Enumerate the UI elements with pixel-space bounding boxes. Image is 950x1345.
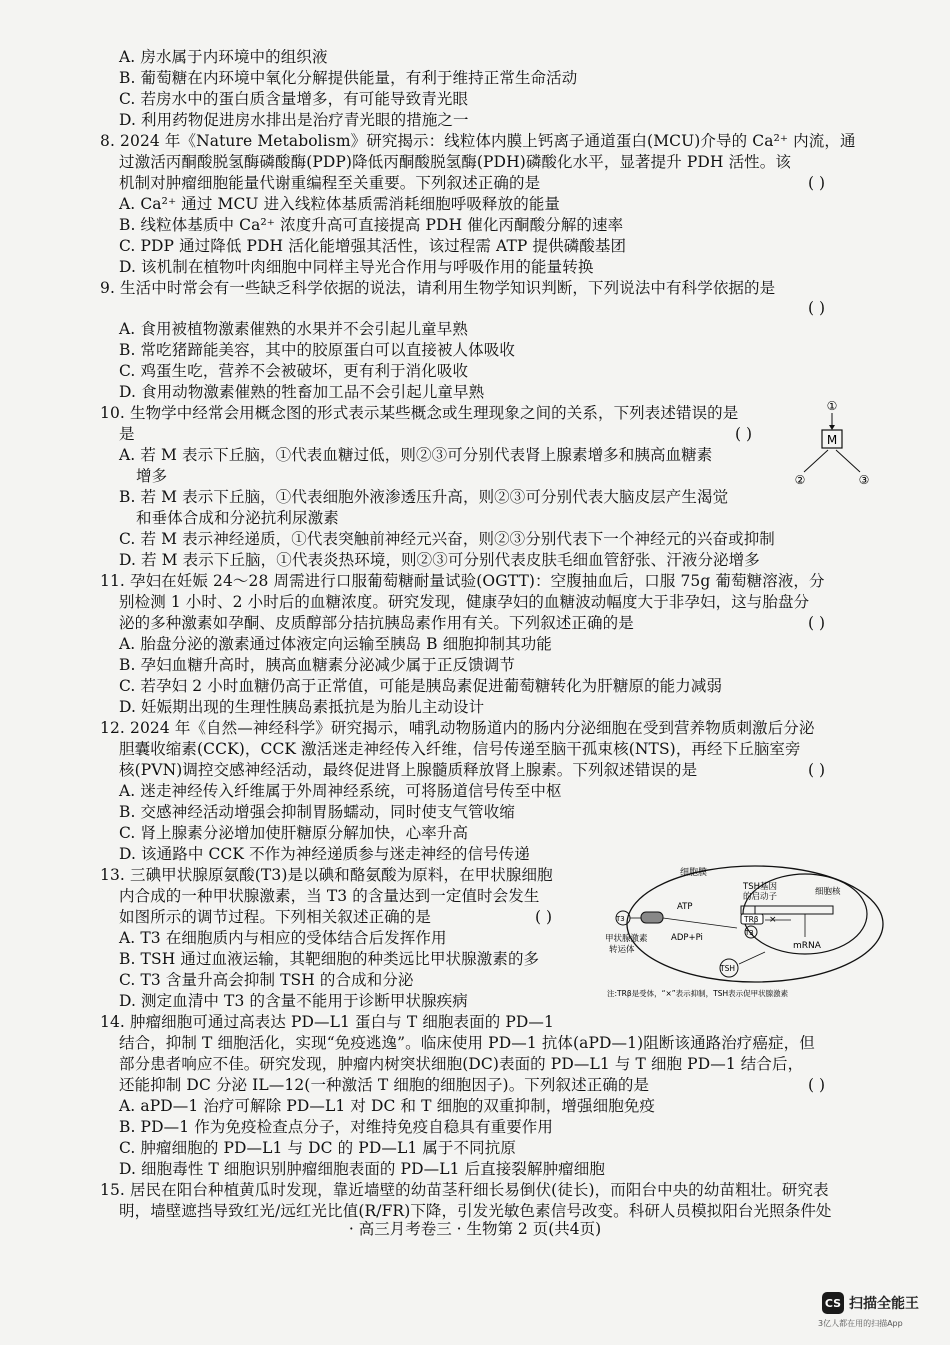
text-line: 15. 居民在阳台种植黄瓜时发现，靠近墙壁的幼苗茎秆细长易倒伏(徒长)，而阳台中央的幼苗粗壮。研究表: [100, 1181, 829, 1199]
text-line: B. 孕妇血糖升高时，胰高血糖素分泌减少属于正反馈调节: [119, 656, 515, 674]
answer-bracket: ( ): [808, 761, 826, 779]
text-line: 明，墙壁遮挡导致红光/远红光比值(R/FR)下降，引发光敏色素信号改变。科研人员模拟阳台光照条件处: [119, 1202, 832, 1220]
text-line: B. 交感神经活动增强会抑制胃肠蠕动，同时使支气管收缩: [119, 803, 515, 821]
text-line: D. 该通路中 CCK 不作为神经递质参与迷走神经的信号传递: [119, 845, 530, 863]
text-line: 14. 肿瘤细胞可通过高表达 PD—L1 蛋白与 T 细胞表面的 PD—1: [100, 1013, 554, 1031]
text-line: 内合成的一种甲状腺激素，当 T3 的含量达到一定值时会发生: [119, 887, 540, 905]
scanner-tagline: 3亿人都在用的扫描App: [818, 1319, 903, 1328]
text-line: D. 若 M 表示下丘脑，①代表炎热环境，则②③可分别代表皮肤毛细血管舒张、汗液分泌增多: [119, 551, 760, 569]
text-line: D. 妊娠期出现的生理性胰岛素抵抗是为胎儿主动设计: [119, 698, 485, 716]
label-trb: TRβ: [744, 915, 759, 924]
text-line: B. TSH 通过血液运输，其靶细胞的种类远比甲状腺激素的多: [119, 950, 540, 968]
label-mrna: mRNA: [793, 941, 821, 951]
text-line: 过激活丙酮酸脱氢酶磷酸酶(PDP)降低丙酮酸脱氢酶(PDH)磷酸化水平，显著提升 PDH 活性。该: [119, 153, 791, 171]
label-transporter-1: 甲状腺激素: [605, 934, 648, 944]
concept-node-1: ①: [826, 399, 838, 413]
text-line: B. PD—1 作为免疫检查点分子，对维持免疫自稳具有重要作用: [119, 1118, 553, 1136]
text-line: A. 食用被植物激素催熟的水果并不会引起儿童早熟: [119, 320, 468, 338]
concept-node-m: M: [826, 433, 838, 447]
text-line: 11. 孕妇在妊娠 24～28 周需进行口服葡萄糖耐量试验(OGTT)：空腹抽血后，口服 75g 葡萄糖溶液，分: [100, 572, 825, 590]
text-line: 结合，抑制 T 细胞活化，实现“免疫逃逸”。临床使用 PD—1 抗体(aPD—1)阻断该通路治疗癌症，但: [119, 1034, 815, 1052]
text-line: C. T3 含量升高会抑制 TSH 的合成和分泌: [119, 971, 414, 989]
text-line: D. 食用动物激素催熟的牲畜加工品不会引起儿童早熟: [119, 383, 485, 401]
label-membrane: 细胞膜: [680, 868, 708, 878]
label-t3-nucleus: T3: [745, 929, 754, 937]
text-line: B. 若 M 表示下丘脑，①代表细胞外液渗透压升高，则②③可分别代表大脑皮层产生渴觉: [119, 488, 729, 506]
text-line: 9. 生活中时常会有一些缺乏科学依据的说法，请利用生物学知识判断，下列说法中有科学依据的是: [100, 279, 776, 297]
text-line: C. 若房水中的蛋白质含量增多，有可能导致青光眼: [119, 90, 469, 108]
text-line: C. PDP 通过降低 PDH 活化能增强其活性，该过程需 ATP 提供磷酸基团: [119, 237, 627, 255]
label-adp: ADP+Pi: [671, 933, 703, 943]
text-line: C. 肾上腺素分泌增加使肝糖原分解加快，心率升高: [119, 824, 469, 842]
text-line: 8. 2024 年《Nature Metabolism》研究揭示：线粒体内膜上钙离子通道蛋白(MCU)介导的 Ca²⁺ 内流，通: [100, 132, 856, 150]
answer-bracket: ( ): [808, 1076, 826, 1094]
label-gene: TSH基因: [743, 882, 777, 892]
text-line: A. Ca²⁺ 通过 MCU 进入线粒体基质需消耗细胞呼吸释放的能量: [119, 195, 561, 213]
text-line: C. 若孕妇 2 小时血糖仍高于正常值，可能是胰岛素促进葡萄糖转化为肝糖原的能力减弱: [119, 677, 723, 695]
text-line: A. 胎盘分泌的激素通过体液定向运输至胰岛 B 细胞抑制其功能: [119, 635, 552, 653]
label-transporter-2: 转运体: [609, 945, 635, 955]
text-line: 13. 三碘甲状腺原氨酸(T3)是以碘和酪氨酸为原料，在甲状腺细胞: [100, 866, 553, 884]
text-line: D. 细胞毒性 T 细胞识别肿瘤细胞表面的 PD—L1 后直接裂解肿瘤细胞: [119, 1160, 605, 1178]
text-line: A. 若 M 表示下丘脑，①代表血糖过低，则②③可分别代表肾上腺素增多和胰高血糖素: [119, 446, 713, 464]
text-line: D. 利用药物促进房水排出是治疗青光眼的措施之一: [119, 111, 469, 129]
text-line: 还能抑制 DC 分泌 IL—12(一种激活 T 细胞的细胞因子)。下列叙述正确的是: [119, 1076, 650, 1094]
scanner-logo-icon: CS: [822, 1292, 844, 1314]
text-line: B. 常吃猪蹄能美容，其中的胶原蛋白可以直接被人体吸收: [119, 341, 515, 359]
concept-node-3: ③: [858, 473, 870, 487]
text-line: C. 若 M 表示神经递质，①代表突触前神经元兴奋，则②③分别代表下一个神经元的兴奋或抑制: [119, 530, 775, 548]
text-line: 胆囊收缩素(CCK)，CCK 激活迷走神经传入纤维，信号传递至脑干孤束核(NTS)，再经下丘脑室旁: [119, 740, 801, 758]
text-line: D. 测定血清中 T3 的含量不能用于诊断甲状腺疾病: [119, 992, 468, 1010]
text-line: 增多: [136, 467, 168, 485]
text-line: 和垂体合成和分泌抗利尿激素: [136, 509, 339, 527]
label-nucleus: 细胞核: [815, 887, 841, 897]
scanner-name: 扫描全能王: [849, 1296, 919, 1312]
answer-bracket: ( ): [808, 614, 826, 632]
text-line: C. 鸡蛋生吃，营养不会被破坏，更有利于消化吸收: [119, 362, 469, 380]
label-tsh: TSH: [720, 964, 735, 973]
text-line: A. 迷走神经传入纤维属于外周神经系统，可将肠道信号传至中枢: [119, 782, 562, 800]
label-t3-outside: T3: [616, 915, 625, 923]
label-promoter: 的启动子: [743, 892, 778, 902]
text-line: 部分患者响应不佳。研究发现，肿瘤内树突状细胞(DC)表面的 PD—L1 与 T 细胞 PD—1 结合后，: [119, 1055, 804, 1073]
text-line: 如图所示的调节过程。下列相关叙述正确的是: [119, 908, 432, 926]
text-line: A. aPD—1 治疗可解除 PD—L1 对 DC 和 T 细胞的双重抑制，增强细胞免疫: [119, 1097, 656, 1115]
page-footer: · 高三月考卷三 · 生物第 2 页(共4页): [348, 1220, 602, 1238]
text-line: 泌的多种激素如孕酮、皮质醇部分拮抗胰岛素作用有关。下列叙述正确的是: [119, 614, 634, 632]
text-line: B. 线粒体基质中 Ca²⁺ 浓度升高可直接提高 PDH 催化丙酮酸分解的速率: [119, 216, 624, 234]
text-line: 12. 2024 年《自然—神经科学》研究揭示，哺乳动物肠道内的肠内分泌细胞在受到营养物质刺激后分泌: [100, 719, 815, 737]
text-line: B. 葡萄糖在内环境中氧化分解提供能量，有利于维持正常生命活动: [119, 69, 578, 87]
inhibit-mark: ×: [769, 915, 777, 925]
text-line: 别检测 1 小时、2 小时后的血糖浓度。研究发现，健康孕妇的血糖波动幅度大于非孕妇，这与胎盘分: [119, 593, 810, 611]
text-line: A. 房水属于内环境中的组织液: [119, 48, 328, 66]
figure-note: 注:TRβ是受体，“×”表示抑制，TSH表示促甲状腺激素: [607, 989, 789, 998]
text-line: 是: [119, 425, 135, 443]
text-line: A. T3 在细胞质内与相应的受体结合后发挥作用: [119, 929, 447, 947]
text-line: 10. 生物学中经常会用概念图的形式表示某些概念或生理现象之间的关系，下列表述错误的是: [100, 404, 739, 422]
answer-bracket: ( ): [808, 299, 826, 317]
thyroid-cell-diagram: [605, 862, 905, 1007]
scanner-watermark: [822, 1292, 919, 1314]
text-line: 核(PVN)调控交感神经活动，最终促进肾上腺髓质释放肾上腺素。下列叙述错误的是: [119, 761, 698, 779]
text-line: D. 该机制在植物叶肉细胞中同样主导光合作用与呼吸作用的能量转换: [119, 258, 594, 276]
label-atp: ATP: [677, 902, 693, 912]
answer-bracket: ( ): [808, 174, 826, 192]
answer-bracket: ( ): [535, 908, 553, 926]
text-line: 机制对肿瘤细胞能量代谢重编程至关重要。下列叙述正确的是: [119, 174, 541, 192]
concept-map-diagram: [790, 398, 880, 488]
text-line: C. 肿瘤细胞的 PD—L1 与 DC 的 PD—L1 属于不同抗原: [119, 1139, 516, 1157]
answer-bracket: ( ): [735, 425, 753, 443]
concept-node-2: ②: [794, 473, 806, 487]
